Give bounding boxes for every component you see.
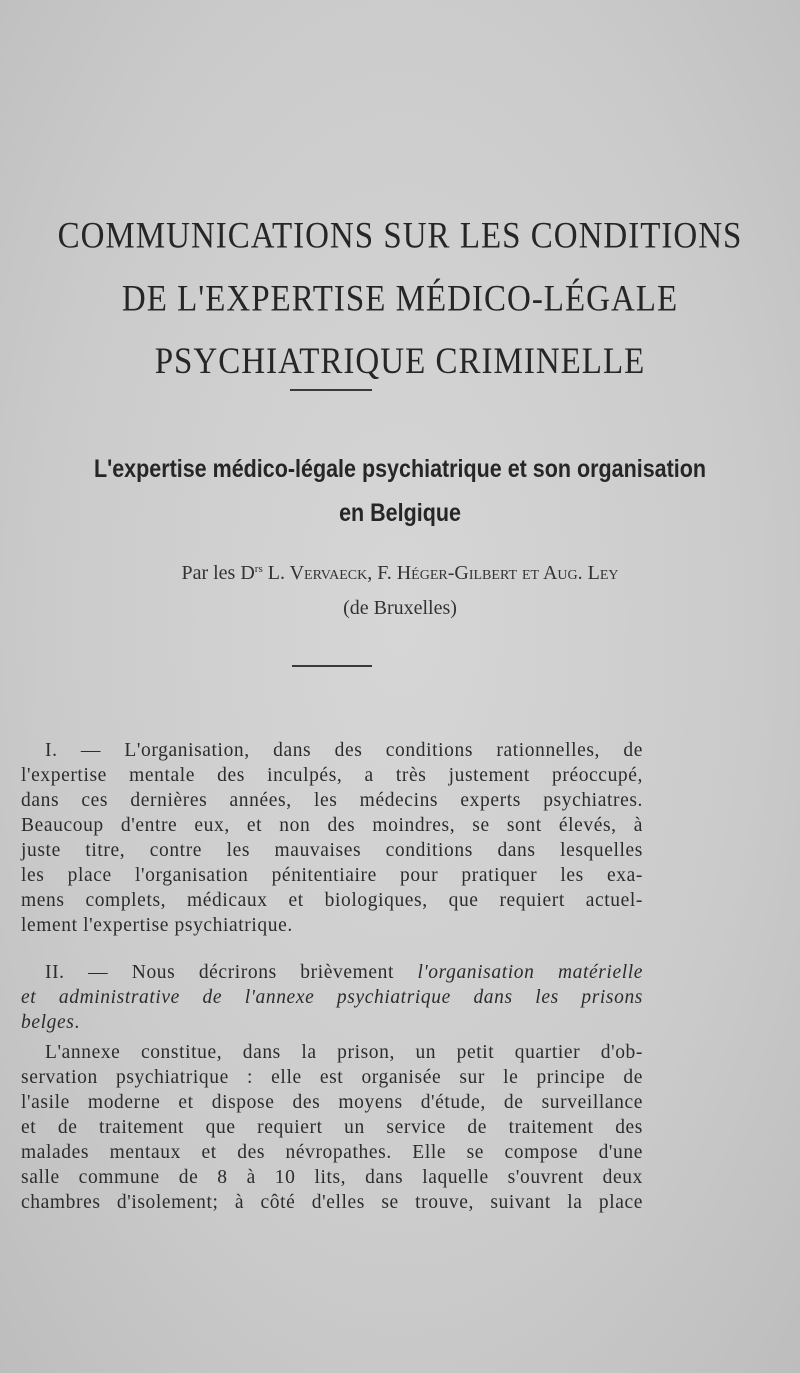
paragraph-1 xyxy=(21,738,643,938)
affiliation: (de Bruxelles) xyxy=(343,597,457,619)
article-title-line: L'expertise médico-légale psychiatrique et son organisation xyxy=(93,455,707,483)
article-title xyxy=(56,447,744,535)
text-line: chambres d'isolement; à côté d'elles se trouve, suivant la place xyxy=(21,1192,643,1213)
divider-rule xyxy=(290,389,372,391)
text-line: l'asile moderne et dispose des moyens d'étude, de surveillance xyxy=(21,1092,643,1113)
title-line: COMMUNICATIONS SUR LES CONDITIONS xyxy=(57,216,743,257)
main-title xyxy=(0,205,800,393)
text-line: L'annexe constitue, dans la prison, un petit quartier d'ob- xyxy=(45,1042,643,1063)
italic-run: et administrative de l'annexe psychiatrique dans les prisons xyxy=(21,987,643,1008)
italic-run: l'organisation matérielle xyxy=(417,962,644,983)
text-line xyxy=(21,985,643,1010)
text-line: malades mentaux et des névropathes. Elle se compose d'une xyxy=(21,1142,643,1163)
title-line: PSYCHIATRIQUE CRIMINELLE xyxy=(154,341,646,382)
text-line: salle commune de 8 à 10 lits, dans laquelle s'ouvrent deux xyxy=(21,1167,643,1188)
title-line: DE L'EXPERTISE MÉDICO-LÉGALE xyxy=(121,278,679,320)
text-line: servation psychiatrique : elle est organisée sur le principe de xyxy=(21,1067,643,1088)
text-line: mens complets, médicaux et biologiques, que requiert actuel- xyxy=(21,890,643,911)
text-line: dans ces dernières années, les médecins experts psychiatres. xyxy=(21,790,643,811)
text-line: juste titre, contre les mauvaises conditions dans lesquelles xyxy=(21,840,643,861)
text-line: et de traitement que requiert un service de traitement des xyxy=(21,1117,643,1138)
authors-names: L. Vervaeck, F. Héger-Gilbert et Aug. Ley xyxy=(262,562,619,584)
authors-line xyxy=(0,562,800,585)
authors-prefix: Par les D xyxy=(181,562,255,584)
divider-rule xyxy=(292,665,372,667)
text-line xyxy=(21,960,643,985)
authors-sup: rs xyxy=(254,563,263,575)
text-line xyxy=(21,1010,643,1035)
text-line: les place l'organisation pénitentiaire pour pratiquer les exa- xyxy=(21,865,643,886)
article-title-line: en Belgique xyxy=(339,499,461,527)
text-line: Beaucoup d'entre eux, et non des moindres, se sont élevés, à xyxy=(21,815,643,836)
paragraph-2 xyxy=(21,960,643,1035)
text-run: . xyxy=(74,1012,80,1033)
text-line: l'expertise mentale des inculpés, a très justement préoccupé, xyxy=(21,765,643,786)
paragraph-3 xyxy=(21,1040,643,1215)
text-line: lement l'expertise psychiatrique. xyxy=(21,915,293,936)
text-line: I. — L'organisation, dans des conditions rationnelles, de xyxy=(45,740,643,761)
text-run: II. — Nous décrirons brièvement xyxy=(45,962,418,983)
italic-run: belges xyxy=(21,1012,75,1033)
